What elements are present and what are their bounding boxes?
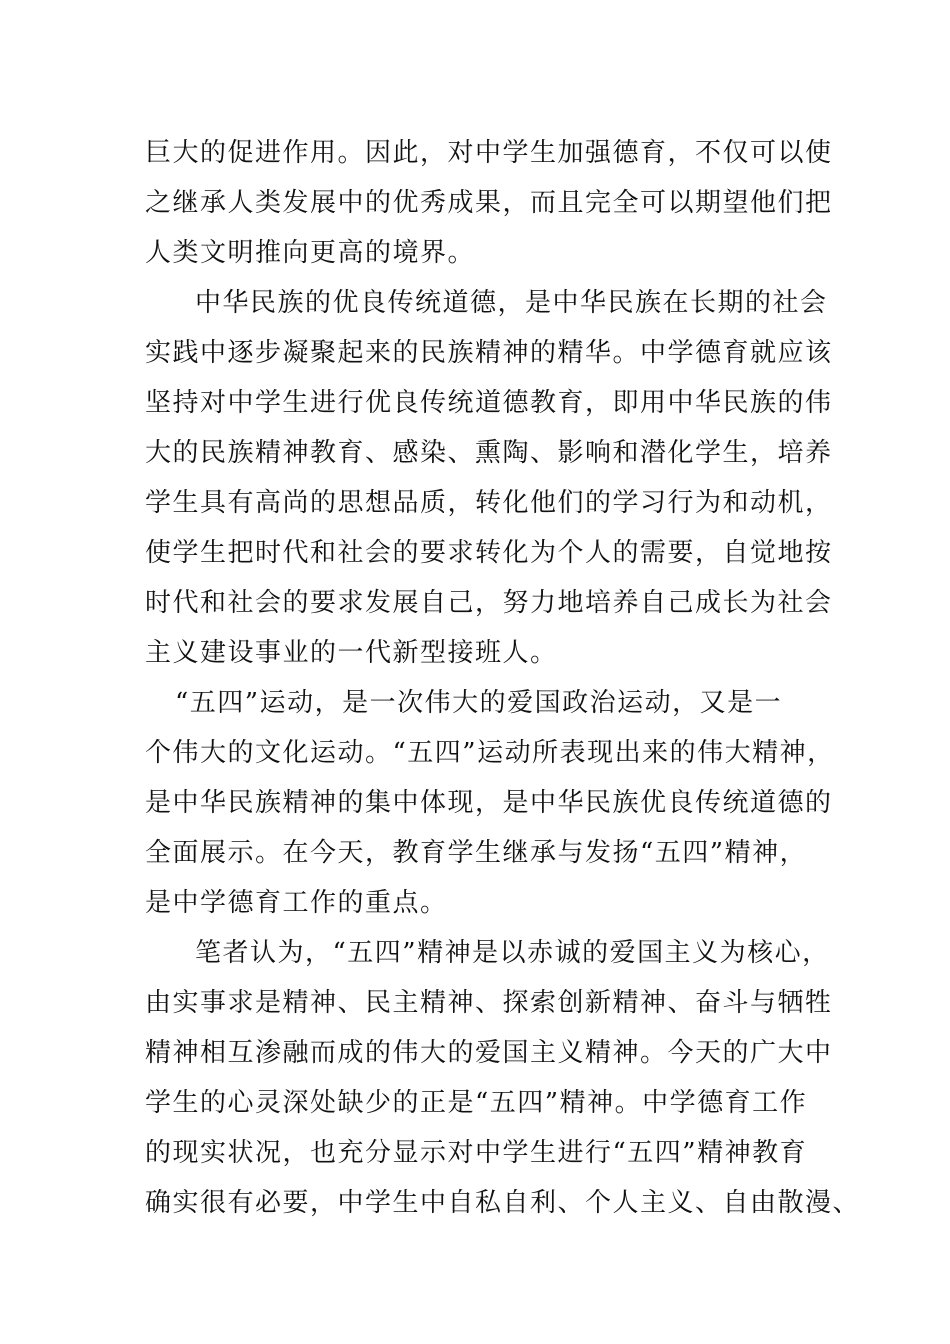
paragraph-4: [145, 928, 861, 1228]
paragraph-1: [145, 128, 833, 278]
paragraph-3: [145, 678, 835, 928]
text-line: 学生具有高尚的思想品质，转化他们的学习行为和动机，: [145, 488, 833, 518]
text-line: 人类文明推向更高的境界。: [145, 238, 476, 268]
text-line: 是中华民族精神的集中体现，是中华民族优良传统道德的: [145, 788, 833, 818]
text-line: 全面展示。在今天，教育学生继承与发扬“五四”精神，: [145, 838, 808, 868]
text-line: 之继承人类发展中的优秀成果，而且完全可以期望他们把: [145, 188, 833, 218]
text-line: 大的民族精神教育、感染、熏陶、影响和潜化学生，培养: [145, 438, 833, 468]
text-line: 精神相互渗融而成的伟大的爱国主义精神。今天的广大中: [145, 1038, 833, 1068]
text-line: 由实事求是精神、民主精神、探索创新精神、奋斗与牺牲: [145, 988, 833, 1018]
text-line: 笔者认为，“五四”精神是以赤诚的爱国主义为核心，: [195, 938, 830, 968]
text-line: 确实很有必要，中学生中自私自利、个人主义、自由散漫、: [145, 1188, 861, 1218]
text-line: 巨大的促进作用。因此，对中学生加强德育，不仅可以使: [145, 138, 833, 168]
text-line: 坚持对中学生进行优良传统道德教育，即用中华民族的伟: [145, 388, 833, 418]
text-line: 个伟大的文化运动。“五四”运动所表现出来的伟大精神，: [145, 738, 835, 768]
text-line: 主义建设事业的一代新型接班人。: [145, 638, 558, 668]
text-line: 是中学德育工作的重点。: [145, 888, 448, 918]
body-text: [145, 128, 861, 1228]
text-line: 实践中逐步凝聚起来的民族精神的精华。中学德育就应该: [145, 338, 833, 368]
text-line: 中华民族的优良传统道德，是中华民族在长期的社会: [195, 288, 828, 318]
text-line: 时代和社会的要求发展自己，努力地培养自己成长为社会: [145, 588, 833, 618]
text-line: 的现实状况，也充分显示对中学生进行“五四”精神教育: [145, 1138, 808, 1168]
text-line: “五四”运动，是一次伟大的爱国政治运动，又是一: [175, 688, 783, 718]
text-line: 使学生把时代和社会的要求转化为个人的需要，自觉地按: [145, 538, 833, 568]
paragraph-2: [145, 278, 833, 678]
text-line: 学生的心灵深处缺少的正是“五四”精神。中学德育工作: [145, 1088, 808, 1118]
